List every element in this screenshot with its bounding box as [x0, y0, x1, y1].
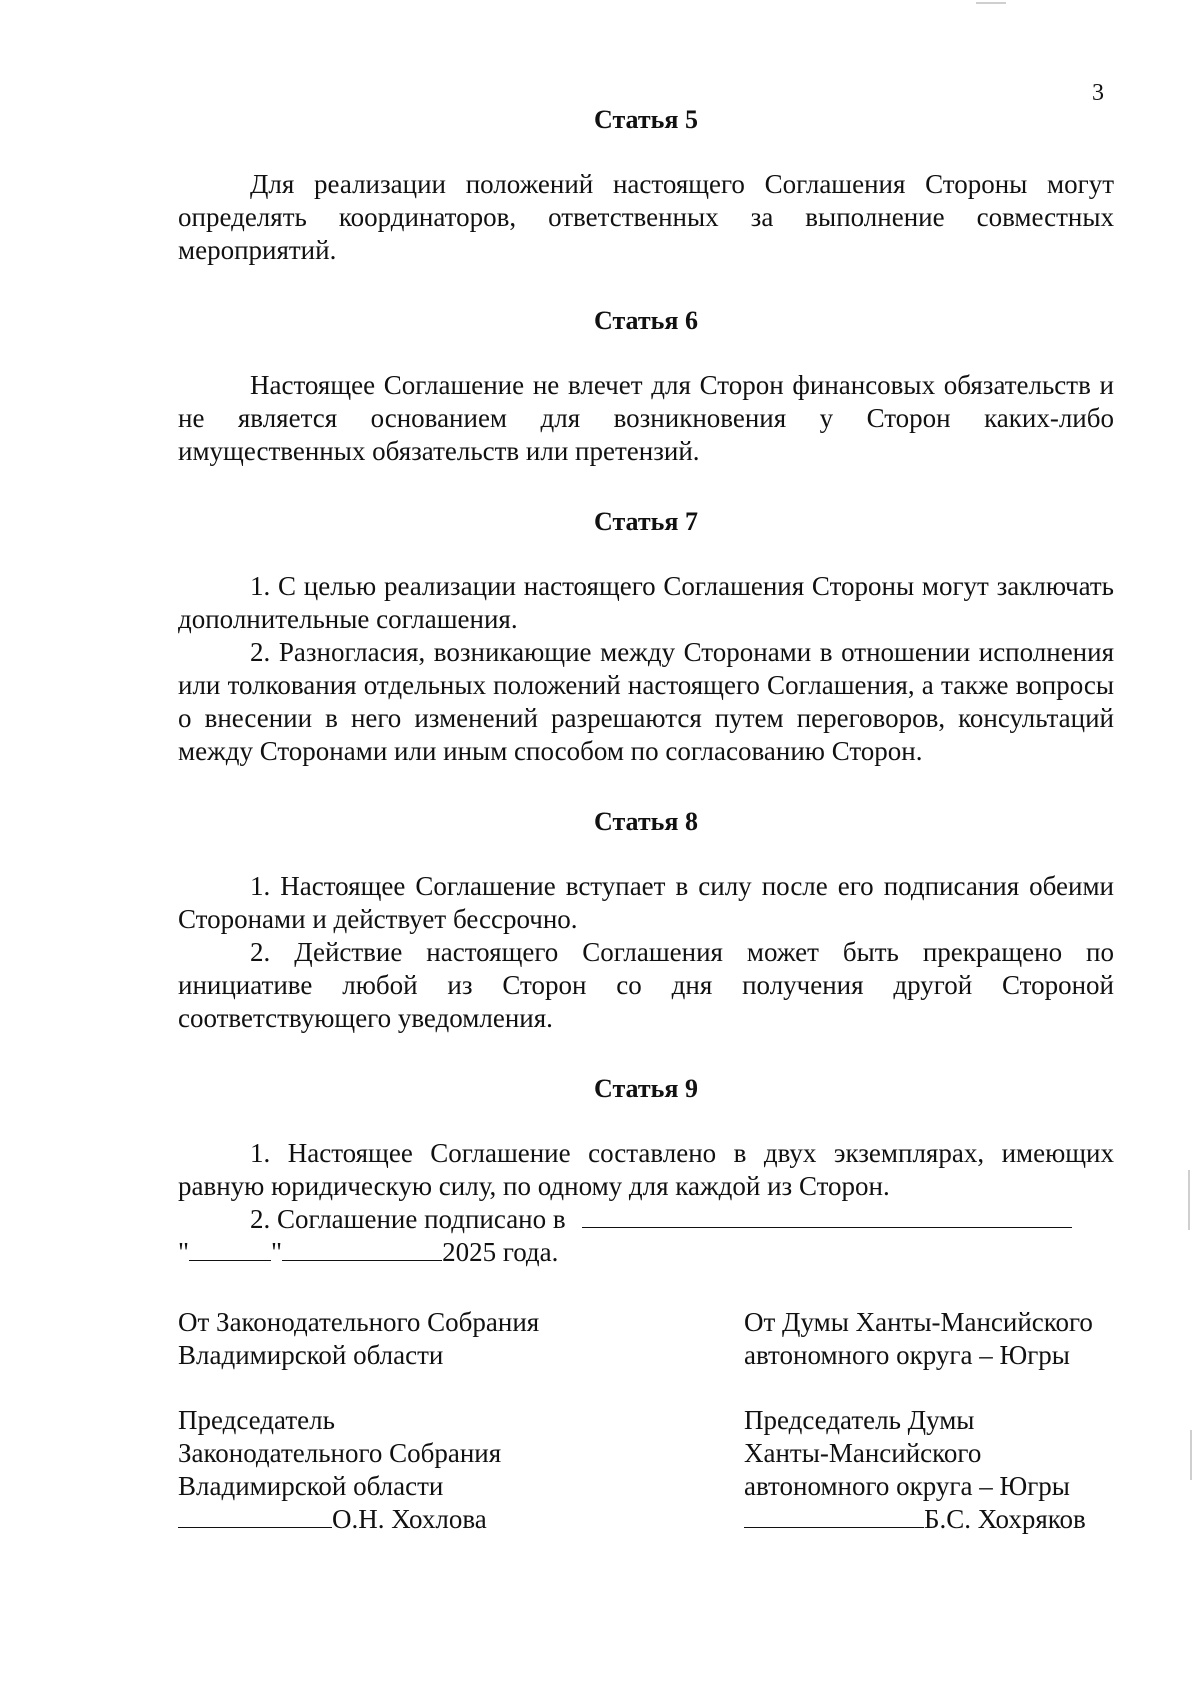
- article-paragraph: 1. С целью реализации настоящего Соглашения Стороны могут заключать дополнительные соглашения.: [178, 571, 1114, 634]
- article-paragraph: Настоящее Соглашение не влечет для Сторон финансовых обязательств и не является основанием для возникновения у Сторон каких-либо имущественных обязательств или претензий.: [178, 370, 1114, 466]
- article-5: [178, 104, 1114, 267]
- article-paragraph: 2. Разногласия, возникающие между Сторонами в отношении исполнения или толкования отдельных положений настоящего Соглашения, а также вопросы о внесении в него изменений разрешаются путем переговоров, консультаций между Сторонами или иным способом по согласованию Сторон.: [178, 637, 1114, 766]
- signatory-position-line: Председатель: [178, 1405, 335, 1435]
- article-paragraph: 1. Настоящее Соглашение составлено в двух экземплярах, имеющих равную юридическую силу, по одному для каждой из Сторон.: [178, 1138, 1114, 1201]
- signing-place-line: [178, 1203, 1114, 1236]
- signing-place-blank: [582, 1203, 1072, 1228]
- article-6: [178, 305, 1114, 468]
- document-body: [178, 104, 1114, 1269]
- signature-blank: [744, 1503, 924, 1528]
- signature-line: [744, 1503, 1144, 1536]
- signatory-right: [744, 1306, 1144, 1536]
- article-title: Статья 7: [594, 507, 698, 536]
- article-paragraph: 2. Действие настоящего Соглашения может быть прекращено по инициативе любой из Сторон со дня получения другой Стороной соответствующего уведомления.: [178, 937, 1114, 1033]
- article-9: [178, 1073, 1114, 1269]
- signing-date-line: [178, 1236, 1114, 1269]
- article-title: Статья 6: [594, 306, 698, 335]
- signatory-name: О.Н. Хохлова: [332, 1504, 487, 1534]
- date-month-blank: [282, 1236, 442, 1261]
- date-year: 2025 года.: [442, 1237, 559, 1267]
- signatory-from-line: От Законодательного Собрания: [178, 1307, 540, 1337]
- scan-artifact: [1188, 1170, 1190, 1230]
- signature-blank: [178, 1503, 332, 1528]
- article-title: Статья 8: [594, 807, 698, 836]
- signature-line: [178, 1503, 608, 1536]
- signatory-from-line: От Думы Ханты-Мансийского: [744, 1307, 1093, 1337]
- date-quote-open: ": [178, 1237, 190, 1267]
- signatory-position-line: Владимирской области: [178, 1471, 444, 1501]
- signatory-position-line: Ханты-Мансийского: [744, 1438, 982, 1468]
- article-paragraph: Для реализации положений настоящего Соглашения Стороны могут определять координаторов, ответственных за выполнение совместных мероприятий.: [178, 169, 1114, 265]
- date-day-blank: [189, 1236, 271, 1261]
- scan-artifact: [976, 2, 1006, 4]
- scan-artifact: [1190, 1430, 1192, 1480]
- article-title: Статья 9: [594, 1074, 698, 1103]
- signatory-name: Б.С. Хохряков: [924, 1504, 1086, 1534]
- signatory-from-line: автономного округа – Югры: [744, 1340, 1070, 1370]
- signatory-left: [178, 1306, 608, 1536]
- signatory-position-line: Председатель Думы: [744, 1405, 975, 1435]
- signatory-position-line: автономного округа – Югры: [744, 1471, 1070, 1501]
- article-paragraph: 1. Настоящее Соглашение вступает в силу после его подписания обеими Сторонами и действует бессрочно.: [178, 871, 1114, 934]
- signing-place-label: 2. Соглашение подписано в: [250, 1204, 566, 1234]
- article-title: Статья 5: [594, 105, 698, 134]
- date-quote-close: ": [271, 1237, 283, 1267]
- article-7: [178, 506, 1114, 768]
- article-8: [178, 806, 1114, 1035]
- signatory-from-line: Владимирской области: [178, 1340, 444, 1370]
- page-number: 3: [1092, 80, 1104, 106]
- signatory-position-line: Законодательного Собрания: [178, 1438, 502, 1468]
